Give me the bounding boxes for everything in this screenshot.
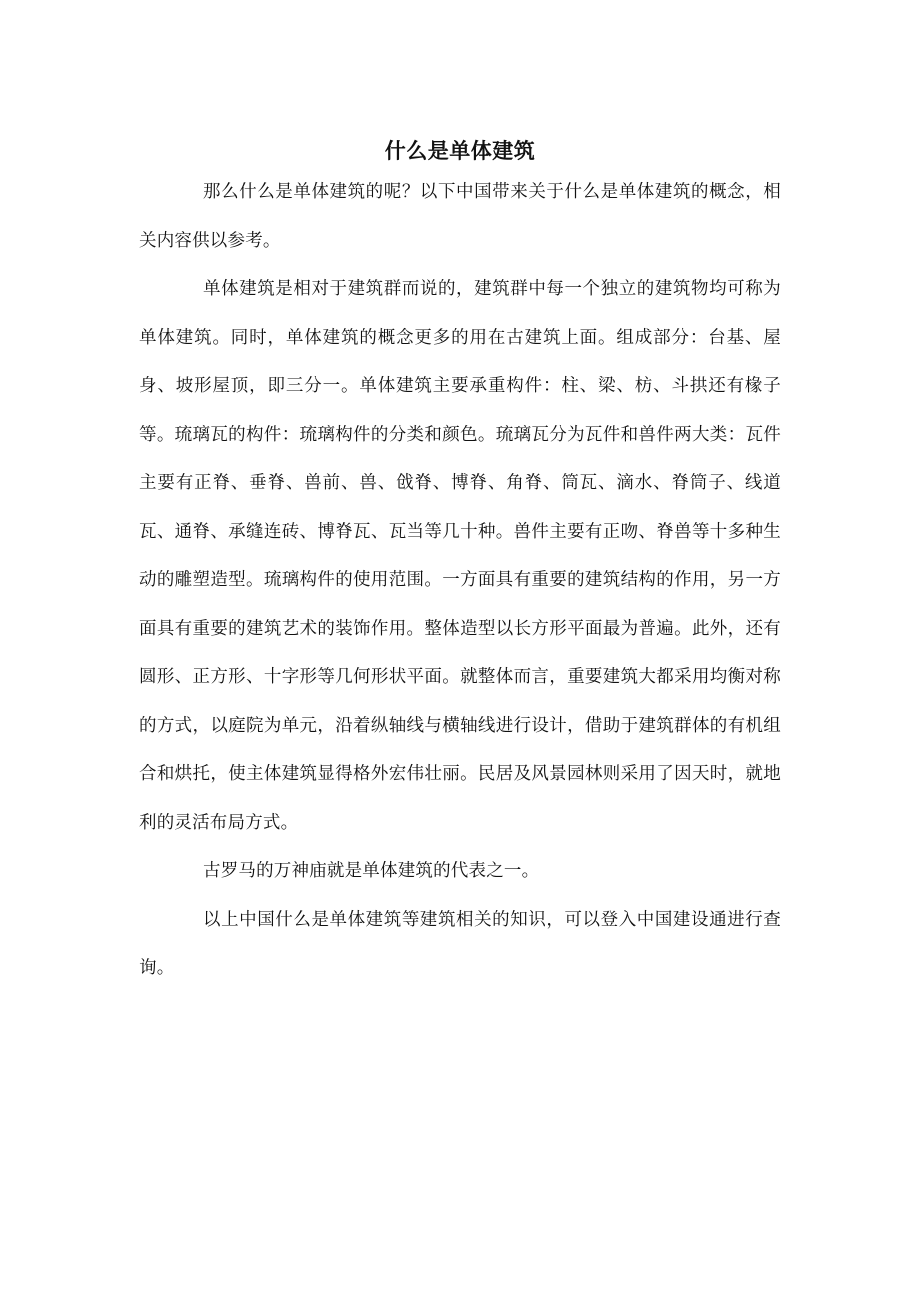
paragraph-definition: 单体建筑是相对于建筑群而说的，建筑群中每一个独立的建筑物均可称为单体建筑。同时，单体建筑的概念更多的用在古建筑上面。组成部分：台基、屋身、坡形屋顶，即三分一。单体建筑主要承重构件：柱、梁、枋、斗拱还有椽子等。琉璃瓦的构件：琉璃构件的分类和颜色。琉璃瓦分为瓦件和兽件两大类：瓦件主要有正脊、垂脊、兽前、兽、戗脊、博脊、角脊、筒瓦、滴水、脊筒子、线道瓦、通脊、承缝连砖、博脊瓦、瓦当等几十种。兽件主要有正吻、脊兽等十多种生动的雕塑造型。琉璃构件的使用范围。一方面具有重要的建筑结构的作用，另一方面具有重要的建筑艺术的装饰作用。整体造型以长方形平面最为普遍。此外，还有圆形、正方形、十字形等几何形状平面。就整体而言，重要建筑大都采用均衡对称的方式，以庭院为单元，沿着纵轴线与横轴线进行设计，借助于建筑群体的有机组合和烘托，使主体建筑显得格外宏伟壮丽。民居及风景园林则采用了因天时，就地利的灵活布局方式。 [139,279,781,833]
paragraph-conclusion: 以上中国什么是单体建筑等建筑相关的知识，可以登入中国建设通进行查询。 [139,909,781,978]
page-title: 什么是单体建筑 [384,139,536,164]
paragraph-intro: 那么什么是单体建筑的呢？以下中国带来关于什么是单体建筑的概念，相关内容供以参考。 [139,182,781,251]
paragraph-example: 古罗马的万神庙就是单体建筑的代表之一。 [203,861,540,881]
document-body [139,168,781,993]
